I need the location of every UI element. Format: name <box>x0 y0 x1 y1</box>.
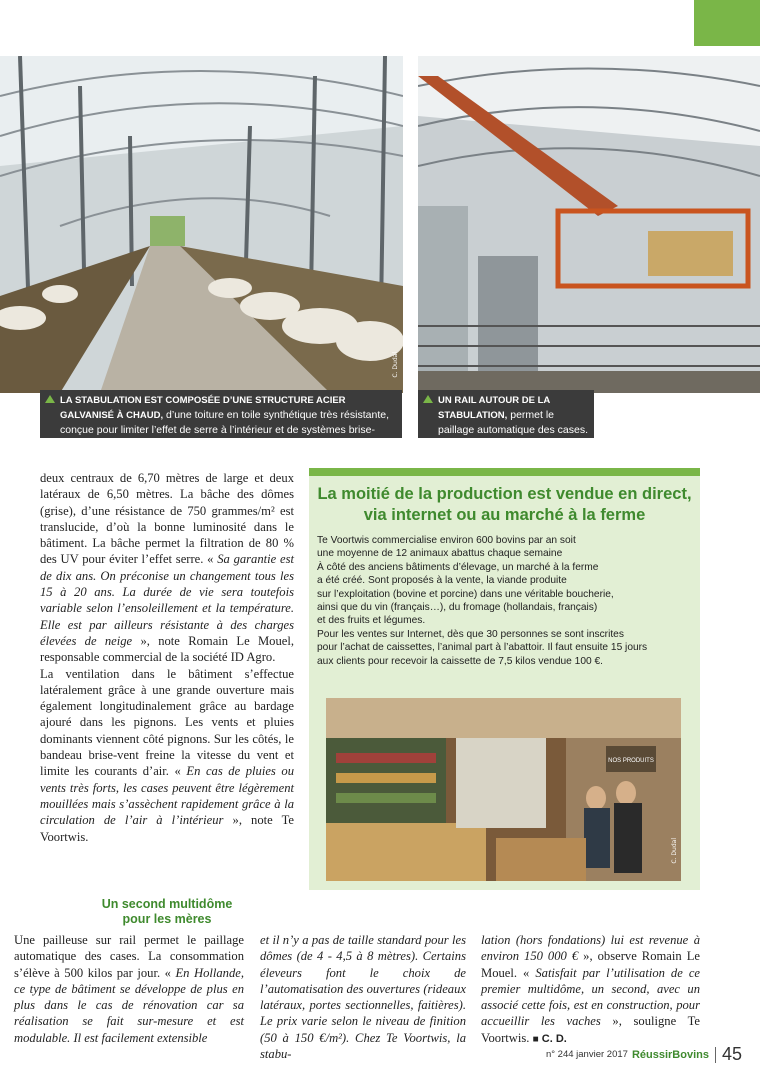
caption-lead: UN RAIL AUTOUR DE LA STABULATION, <box>438 395 550 421</box>
paragraph: deux centraux de 6,70 mètres de large et deux latéraux de 6,50 mètres. La bâche des dômes (grise), d’une résistance de 750 grammes/m² est translucide, d’où la bonne luminosité dans le bâtiment. La bâche permet la filtration de 80 % des UV pour éviter l’effet serre. « Sa garantie est de dix ans. On préconise un changement tous les 15 à 20 ans. La durée de vie sera toutefois variable selon l’ensoleillement et la température. Elle est par ailleurs résistante à des charges élevées de neige », note Romain Le Mouel, responsable commercial de la société ID Agro. <box>40 471 295 665</box>
article-column-1 <box>40 470 294 845</box>
page-footer <box>546 1044 742 1065</box>
magazine-name: RéussirBovins <box>631 1048 709 1061</box>
photo-credit: C. Dudal <box>671 838 678 864</box>
shop-sign: NOS PRODUITS <box>608 758 654 764</box>
article-column-bottom-2: et il n’y a pas de taille standard pour les dômes (de 4 - 4,5 à 8 mètres). Certains éleveurs font le choix de l’automatisation des ouvertures (rideaux latéraux, portes sectionnelles, faitières). Le prix varie selon le niveau de finition (50 à 150 €/m²). Chez Te Voortwis, la stabu- <box>260 933 466 1062</box>
author-signature: C. D. <box>541 1032 567 1045</box>
box-body: Te Voortwis commercialise environ 600 bovins par an soit une moyenne de 12 animaux abattus chaque semaine À côté des anciens bâtiments d’élevage, un marché à la ferme a été créé. Sont proposés à la vente, la viande produite sur l’exploitation (bovine et porcine) dans une véritable boucherie, ainsi que du vin (français…), du fromage (hollandais, français) et des fruits et légumes. Pour les ventes sur Internet, dès que 30 personnes se sont inscrites pour l’achat de caissettes, l’animal part à l’abattoir. Il faut ensuite 15 jours aux clients pour recevoir la caissette de 7,5 kilos vendue 100 €. <box>317 535 648 667</box>
box-title: La moitié de la production est vendue en direct, via internet ou au marché à la ferme <box>317 485 692 524</box>
issue-info: n° 244 janvier 2017 <box>545 1049 628 1060</box>
caption-lead: LA STABULATION EST COMPOSÉE D’UNE STRUCTURE ACIER GALVANISÉ À CHAUD, <box>60 395 346 421</box>
farm-shop-photo <box>326 698 681 881</box>
sidebar-box <box>309 468 700 890</box>
article-column-bottom-3: lation (hors fondations) lui est revenue à environ 150 000 € », observe Romain Le Mouel. « Satisfait par l’utilisation de ce premier multidôme, un second, avec un associé cette fois, est en construction, pour accueillir les vaches », souligne Te Voortwis. ■ C. D. <box>481 933 701 1045</box>
caption-text: d’une toiture en toile synthétique très résistante, conçue pour limiter l’effet de serre à l’intérieur et de systèmes brise-vents sur les longs pans. <box>60 409 389 450</box>
caption-triangle-icon <box>423 395 433 403</box>
caption-left <box>40 390 402 450</box>
barn-photo <box>0 56 403 393</box>
caption-text: permet le paillage automatique des cases. <box>438 409 589 436</box>
caption-triangle-icon <box>45 395 55 403</box>
photo-credit: C. Dudal <box>392 352 399 378</box>
box-top-bar <box>309 468 700 476</box>
footer-divider <box>715 1047 716 1063</box>
caption-right <box>418 390 594 438</box>
section-color-tab <box>694 0 760 46</box>
article-column-bottom-1: Une pailleuse sur rail permet le paillage automatique des cases. La consommation s’élève à 500 kilos par jour. « En Hollande, ce type de bâtiment se développe de plus en plus dans le cas de rénovation car sa réalisation se fait sur-mesure et est modulable. Il est facilement extensible <box>14 933 244 1045</box>
paragraph: La ventilation dans le bâtiment s’effectue latéralement grâce à une grande ouverture mais également longitudinalement grâce au bardage ajouré dans les pignons. Les vents et pluies dominants viennent côté pignons. Sur les côtés, le bandeau brise-vent freine la vitesse du vent et limite les courants d’air. « En cas de pluies ou vents très forts, les cases peuvent être légèrement mouillées mais s’assèchent rapidement grâce à la circulation de l’air à l’intérieur », note Te Voortwis. <box>40 666 294 844</box>
page-number: 45 <box>721 1044 742 1064</box>
section-subheading: Un second multidôme pour les mères <box>101 897 233 926</box>
rail-photo <box>418 56 760 393</box>
